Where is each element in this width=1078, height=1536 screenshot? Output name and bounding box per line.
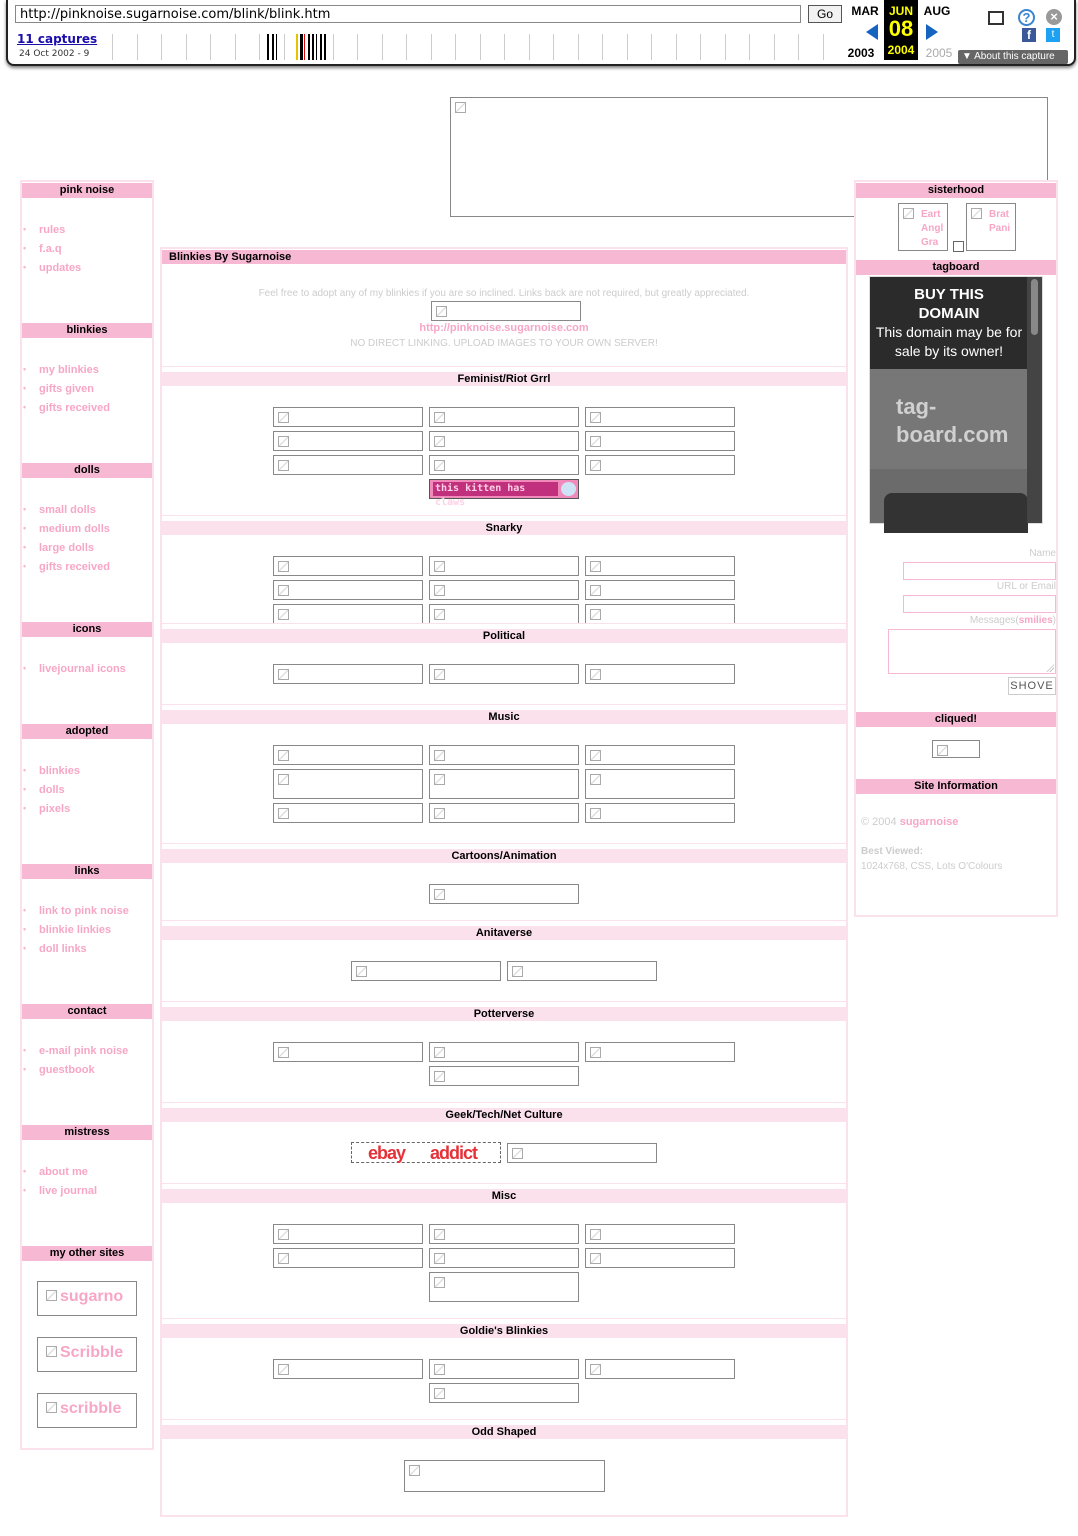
tagboard-logo: tag- [896, 394, 937, 419]
blinkie-image [585, 745, 735, 765]
sisterhood-small-image [953, 241, 964, 252]
tagboard-logo-area [870, 369, 1028, 469]
other-site-label: Scribble [60, 1344, 124, 1361]
section-header: Feminist/Riot Grrl [162, 372, 846, 386]
capture-bar[interactable] [316, 34, 317, 60]
smilies-link[interactable]: smilies [1018, 615, 1053, 626]
blinkie-image [273, 556, 423, 576]
prev-month-label[interactable]: MAR [851, 4, 879, 18]
blinkie-image [273, 769, 423, 799]
blinkie-image [585, 803, 735, 823]
blinkie-image [585, 455, 735, 475]
blinkie-image [273, 1248, 423, 1268]
best-viewed-value: 1024x768, CSS, Lots O'Colours [861, 861, 1003, 872]
nav-link-dolls[interactable]: • large dolls [39, 542, 94, 554]
sparkline-tick [798, 34, 799, 60]
capture-bar[interactable] [272, 34, 274, 60]
blinkie-image [429, 664, 579, 684]
dolls-header: dolls [22, 463, 152, 478]
blinkie-image [429, 455, 579, 475]
sparkline-tick [210, 34, 211, 60]
prev-capture-icon[interactable] [866, 24, 878, 40]
kitten-claws-blinkie [429, 479, 579, 508]
nav-link-mistress[interactable]: • live journal [39, 1185, 97, 1197]
sparkline-tick [112, 34, 113, 60]
links-header: links [22, 864, 152, 879]
capture-bar[interactable] [304, 34, 305, 60]
ebay-addict-blinkie [351, 1142, 501, 1163]
tagboard-frame[interactable] [869, 276, 1043, 524]
sparkline-tick [333, 34, 334, 60]
blinkie-image [429, 1042, 579, 1062]
blinkie-image [585, 407, 735, 427]
capture-bar[interactable] [312, 34, 314, 60]
blinkie-image [273, 604, 423, 624]
nav-link-mistress[interactable]: • about me [39, 1166, 88, 1178]
sparkline-tick [504, 34, 505, 60]
prev-year-label[interactable]: 2003 [847, 46, 875, 60]
nav-link-dolls[interactable]: • medium dolls [39, 523, 110, 535]
sparkline-tick [651, 34, 652, 60]
sparkline-tick [235, 34, 236, 60]
section-divider [162, 515, 846, 516]
sparkline-tick [725, 34, 726, 60]
sparkline-tick [553, 34, 554, 60]
cliqued-header: cliqued! [856, 712, 1056, 727]
nav-link-links[interactable]: • doll links [39, 943, 87, 955]
sisterhood-brat-button[interactable] [966, 203, 1016, 251]
sparkline-tick [137, 34, 138, 60]
capture-bar[interactable] [320, 34, 322, 60]
blinkie-image [273, 803, 423, 823]
sparkline-tick [700, 34, 701, 60]
blinkie-image [585, 556, 735, 576]
nav-link-links[interactable]: • blinkie linkies [39, 924, 111, 936]
tagboard-logo: board.com [896, 422, 1009, 447]
section-header: Goldie's Blinkies [162, 1324, 846, 1338]
nav-link-dolls[interactable]: • gifts received [39, 561, 110, 573]
blinkie-image [273, 407, 423, 427]
sparkline-tick [602, 34, 603, 60]
blinkie-image [273, 1359, 423, 1379]
owner-link[interactable]: sugarnoise [899, 816, 959, 828]
best-viewed-label: Best Viewed: [861, 846, 924, 857]
capture-bar[interactable] [276, 34, 277, 60]
blinkie-image [507, 961, 657, 981]
ad-line: DOMAIN [918, 305, 980, 322]
blinkie-image [273, 431, 423, 451]
blinkie-image [273, 664, 423, 684]
copyright-year: © 2004 [861, 816, 897, 828]
nav-link-contact[interactable]: • guestbook [39, 1064, 95, 1076]
nav-link-links[interactable]: • link to pink noise [39, 905, 129, 917]
capture-date-range: 24 Oct 2002 - 9 [19, 49, 90, 59]
messages-label [970, 615, 1056, 626]
pink-noise-header: pink noise [22, 183, 152, 198]
current-day: 08 [888, 16, 914, 41]
nav-link-blinkies[interactable]: • gifts given [39, 383, 94, 395]
blinkie-image [429, 580, 579, 600]
copyright-text [861, 816, 958, 828]
sparkline-tick [259, 34, 260, 60]
blinkie-image [585, 431, 735, 451]
blinkie-image [585, 604, 735, 624]
no-linking-notice: NO DIRECT LINKING. UPLOAD IMAGES TO YOUR OWN SERVER! [350, 338, 658, 349]
section-divider [162, 366, 846, 367]
capture-bar[interactable] [296, 34, 298, 60]
sparkline-tick [627, 34, 628, 60]
sparkline-tick [186, 34, 187, 60]
blinkie-image [429, 1383, 579, 1403]
kitten-blinkie-text: this kitten has claws [433, 482, 558, 496]
next-month-label[interactable]: AUG [923, 4, 951, 18]
adopted-header: adopted [22, 724, 152, 739]
nav-link-adopted[interactable]: • pixels [39, 803, 70, 815]
capture-sparkline[interactable] [112, 34, 840, 60]
blinkie-image [507, 1143, 657, 1163]
tag-url-input[interactable] [903, 595, 1056, 613]
clique-button[interactable] [932, 740, 980, 758]
sparkline-tick [749, 34, 750, 60]
section-divider [162, 1102, 846, 1103]
section-divider [162, 1419, 846, 1420]
window-icon[interactable] [988, 11, 1004, 25]
blinkie-image [273, 1224, 423, 1244]
nav-link-pink-noise[interactable]: • rules [39, 224, 65, 236]
sparkline-tick [676, 34, 677, 60]
section-divider [162, 920, 846, 921]
url-email-label: URL or Email [996, 581, 1056, 592]
other-site-label: scribble [60, 1400, 122, 1417]
sparkline-tick [357, 34, 358, 60]
section-header: Snarky [162, 521, 846, 535]
blinkie-image [273, 455, 423, 475]
go-button[interactable]: Go [808, 5, 842, 23]
nav-link-contact[interactable]: • e-mail pink noise [39, 1045, 128, 1057]
domain-sale-ad[interactable] [870, 277, 1028, 369]
kitten-icon [561, 482, 576, 496]
section-header: Odd Shaped [162, 1425, 846, 1439]
tagboard-scrollbar[interactable] [1027, 277, 1042, 523]
current-month: JUN [888, 4, 913, 18]
section-header: Cartoons/Animation [162, 849, 846, 863]
intro-text: Feel free to adopt any of my blinkies if you are so inclined. Links back are not required, but greatly appreciated. [258, 288, 750, 299]
sparkline-tick [455, 34, 456, 60]
main-title: Blinkies By Sugarnoise [162, 250, 846, 264]
blinkie-image [429, 1248, 579, 1268]
wayback-toolbar [6, 0, 1076, 66]
sparkline-tick [406, 34, 407, 60]
sparkline-tick [431, 34, 432, 60]
contact-header: contact [22, 1004, 152, 1019]
sisterhood-item-label: Eart Angl Gra [921, 209, 944, 248]
blinkie-image [585, 664, 735, 684]
blinkie-image [273, 580, 423, 600]
captures-link[interactable]: 11 captures [17, 32, 98, 46]
nav-link-blinkies[interactable]: • my blinkies [39, 364, 99, 376]
blinkie-image [273, 745, 423, 765]
nav-link-pink-noise[interactable]: • updates [39, 262, 81, 274]
section-divider [162, 1183, 846, 1184]
blinkie-image [585, 1042, 735, 1062]
sparkline-tick [823, 34, 824, 60]
shove-button[interactable]: SHOVE [1008, 677, 1056, 695]
blinkie-image [351, 961, 501, 981]
site-info-header: Site Information [856, 779, 1056, 794]
scrollbar-thumb[interactable] [1031, 279, 1038, 335]
blinkie-image [585, 1224, 735, 1244]
sparkline-tick [578, 34, 579, 60]
blinkie-image [429, 1066, 579, 1086]
other-sites-header: my other sites [22, 1246, 152, 1261]
section-divider [162, 704, 846, 705]
about-capture-button[interactable]: ▼ About this capture [958, 50, 1068, 64]
tagboard-ad-preview [884, 493, 1028, 533]
other-site-label: sugarno [60, 1288, 124, 1305]
close-icon[interactable]: × [1046, 9, 1062, 25]
sparkline-tick [774, 34, 775, 60]
blinkie-image [429, 745, 579, 765]
mistress-header: mistress [22, 1125, 152, 1140]
sparkline-tick [480, 34, 481, 60]
current-year: 2004 [887, 43, 915, 57]
ad-line: BUY THIS [914, 286, 984, 303]
section-divider [162, 1001, 846, 1002]
icons-header: icons [22, 622, 152, 637]
section-divider [162, 623, 846, 624]
nav-link-icons[interactable]: • livejournal icons [39, 663, 126, 675]
blinkie-image [429, 431, 579, 451]
nav-link-pink-noise[interactable]: • f.a.q [39, 243, 62, 255]
capture-bar[interactable] [300, 34, 303, 60]
blinkie-image [429, 556, 579, 576]
tag-name-input[interactable] [903, 562, 1056, 580]
nav-link-dolls[interactable]: • small dolls [39, 504, 96, 516]
sugarnoise-link-button[interactable] [431, 301, 581, 321]
section-header: Anitaverse [162, 926, 846, 940]
blinkie-image [585, 580, 735, 600]
blinkie-image [429, 604, 579, 624]
blinkie-image [429, 1359, 579, 1379]
sparkline-tick [284, 34, 285, 60]
section-header: Political [162, 629, 846, 643]
resize-handle-icon[interactable] [1046, 664, 1054, 672]
section-header: Music [162, 710, 846, 724]
facebook-icon[interactable]: f [1022, 28, 1036, 42]
sisterhood-item-label: Brat Pani [989, 209, 1011, 234]
sisterhood-header: sisterhood [856, 183, 1056, 198]
sparkline-tick [382, 34, 383, 60]
blinkie-image [429, 1272, 579, 1302]
blinkie-image [429, 407, 579, 427]
sisterhood-earth-angel-button[interactable] [898, 203, 948, 251]
blinkie-image [429, 803, 579, 823]
tagboard-header: tagboard [856, 260, 1056, 275]
capture-bar[interactable] [267, 34, 269, 60]
blinkie-image [585, 769, 735, 799]
site-url-link[interactable]: http://pinknoise.sugarnoise.com [419, 322, 589, 334]
sparkline-tick [529, 34, 530, 60]
current-capture [884, 0, 918, 60]
blinkie-image [429, 769, 579, 799]
other-site-scribble-button[interactable] [37, 1337, 137, 1372]
help-icon[interactable]: ? [1018, 9, 1035, 26]
next-year-label[interactable]: 2005 [925, 46, 953, 60]
nav-link-adopted[interactable]: • blinkies [39, 765, 80, 777]
ad-line: This domain may be for sale by its owner! [875, 324, 1023, 359]
twitter-icon[interactable]: t [1046, 28, 1060, 42]
messages-text: Messages( [969, 615, 1019, 626]
section-header: Potterverse [162, 1007, 846, 1021]
capture-bar[interactable] [324, 34, 326, 60]
name-label: Name [1029, 548, 1056, 559]
blinkie-image [404, 1460, 605, 1492]
blinkie-image [429, 884, 579, 904]
blinkie-image [273, 1042, 423, 1062]
addict-word: addict [430, 1143, 478, 1163]
section-header: Geek/Tech/Net Culture [162, 1108, 846, 1122]
ebay-word: ebay [368, 1143, 406, 1163]
blinkie-image [429, 1224, 579, 1244]
blinkie-image [585, 1359, 735, 1379]
tag-message-textarea[interactable] [888, 629, 1056, 674]
section-header: Misc [162, 1189, 846, 1203]
blinkie-image [585, 1248, 735, 1268]
other-site-sugarnoise-button[interactable] [37, 1281, 137, 1316]
nav-link-blinkies[interactable]: • gifts received [39, 402, 110, 414]
section-divider [162, 843, 846, 844]
next-capture-icon[interactable] [926, 24, 938, 40]
capture-bar[interactable] [308, 34, 310, 60]
nav-link-adopted[interactable]: • dolls [39, 784, 65, 796]
other-site-scribble2-button[interactable] [37, 1393, 137, 1428]
messages-close: ) [1052, 615, 1056, 626]
url-input[interactable]: http://pinknoise.sugarnoise.com/blink/blink.htm [15, 5, 801, 23]
section-divider [162, 1318, 846, 1319]
sparkline-tick [161, 34, 162, 60]
blinkies-header: blinkies [22, 323, 152, 338]
